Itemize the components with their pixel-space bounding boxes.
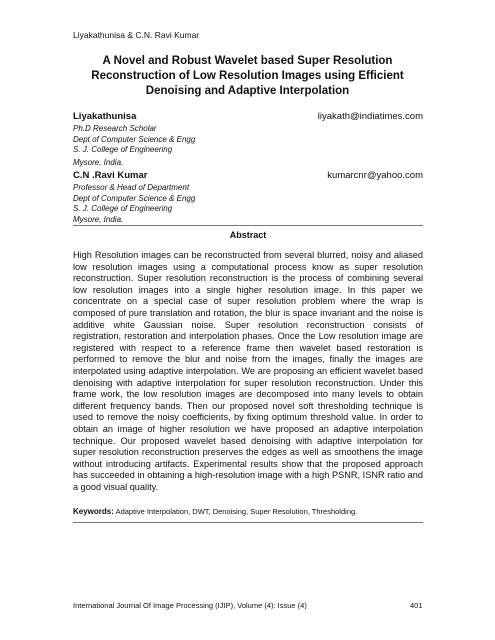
author-block-1 — [73, 111, 423, 168]
abstract-heading: Abstract — [229, 230, 267, 240]
affiliation-line: Ph.D Research Scholar — [73, 124, 157, 133]
affiliation-line: Mysore, India. — [73, 214, 124, 224]
title-line: Reconstruction of Low Resolution Images using Efficient — [91, 70, 404, 82]
keywords-label: Keywords: — [73, 507, 114, 516]
author-affiliation — [73, 124, 423, 168]
page-number: 401 — [410, 601, 423, 610]
title-line: Denoising and Adaptive Interpolation — [145, 85, 350, 97]
abstract-text: High Resolution images can be reconstructed from several blurred, noisy and aliased low resolution images using a computational process know as super resolution reconstruction. Super resolution reconstruction is the process of combining several low resolution images into a single higher resolution image. In this paper we concentrate on a special case of super resolution problem where the wrap is composed of pure translation and rotation, the blur is space invariant and the noise is additive white Gaussian noise. Super resolution reconstruction consists of registration, restoration and interpolation phases. Once the Low resolution image are registered with respect to a reference frame then wavelet based restoration is performed to remove the blur and noise from the images, finally the images are interpolated using adaptive interpolation. We are proposing an efficient wavelet based denoising with adaptive interpolation for super resolution reconstruction. Under this frame work, the low resolution images are decomposed into many levels to obtain different frequency bands. Then our proposed novel soft thresholding technique is used to remove the noisy coefficients, by fixing optimum threshold value. In order to obtain an image of higher resolution we have proposed an adaptive interpolation technique. Our proposed wavelet based denoising with adaptive interpolation for super resolution reconstruction preserves the edges as well as smoothens the image without introducing artifacts. Experimental results show that the proposed approach has succeeded in obtaining a high-resolution image with a high PSNR, ISNR ratio and a good visual quality. — [73, 250, 423, 492]
affiliation-line: Dept of Computer Science & Engg — [73, 134, 196, 144]
affiliation-line: S. J. College of Engineering — [73, 204, 173, 213]
author-block-2 — [73, 170, 423, 225]
affiliation-line: Mysore, India. — [73, 157, 124, 167]
divider — [73, 225, 423, 226]
author-email: kumarcnr@yahoo.com — [327, 170, 423, 181]
title-line: A Novel and Robust Wavelet based Super Resolution — [102, 55, 393, 67]
author-name: C.N .Ravi Kumar — [73, 170, 148, 181]
running-head: Liyakathunisa & C.N. Ravi Kumar — [73, 30, 200, 40]
divider — [73, 522, 423, 523]
author-affiliation — [73, 183, 423, 225]
affiliation-line: Dept of Computer Science & Engg — [73, 193, 196, 203]
affiliation-line: Professor & Head of Department — [73, 183, 190, 192]
author-name: Liyakathunisa — [73, 111, 137, 122]
affiliation-line: S. J. College of Engineering — [73, 145, 173, 154]
paper-title — [60, 54, 435, 99]
keywords-text: Adaptive Interpolation, DWT, Denoising, Super Resolution, Thresholding. — [115, 507, 358, 516]
author-email: liyakath@indiatimes.com — [317, 111, 423, 122]
keywords — [73, 507, 357, 516]
footer-journal: International Journal Of Image Processing (IJIP), Volume (4): Issue (4) — [73, 601, 307, 610]
